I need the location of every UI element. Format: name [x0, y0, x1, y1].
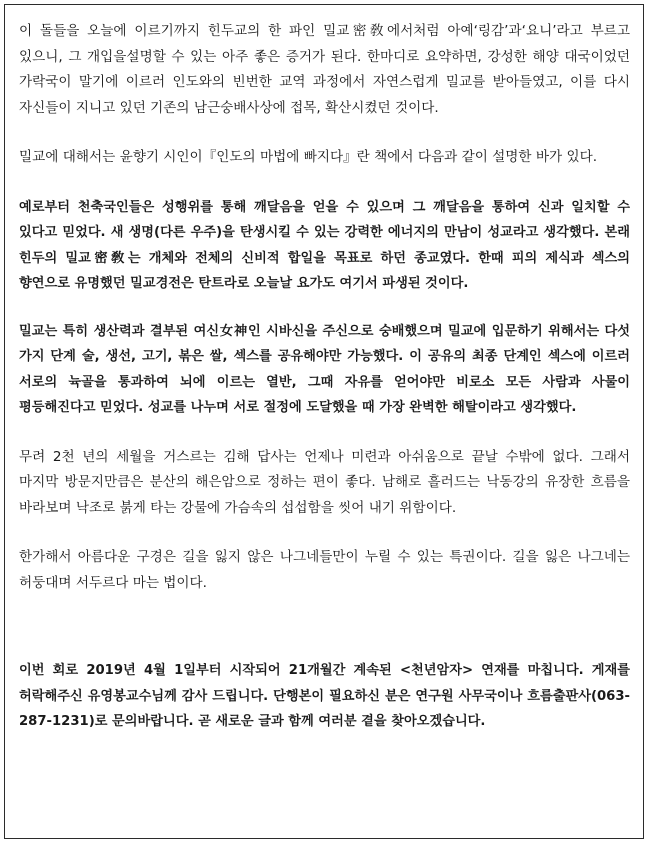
quote-paragraph-1: 예로부터 천축국인들은 성행위를 통해 깨달음을 얻을 수 있으며 그 깨달음을 통하여 신과 일치할 수 있다고 믿었다. 새 생명(다른 우주)을 탄생시킬 수 있는 강력한 에너지의 만남이 성교라고 생각했다. 본래 힌두의 밀교密敎는 개체와 전체의 신비적 합일을 목표로 하던 종교였다. 한때 피의 제식과 섹스의 향연으로 유명했던 밀교경전은 탄트라로 오늘날 요가도 여기서 파생된 것이다.: [19, 199, 630, 291]
paragraph-intro: 이 돌들을 오늘에 이르기까지 힌두교의 한 파인 밀교密敎에서처럼 아예‘링감’과‘요니’라고 부르고 있으니, 그 개입을설명할 수 있는 아주 좋은 증거가 된다. 한마디로 요약하면, 강성한 해양 대국이었던 가락국이 말기에 이르러 인도와의 빈번한 교역 과정에서 자연스럽게 밀교를 받아들였고, 이를 다시 자신들이 지니고 있던 기존의 남근숭배사상에 접목, 확산시켰던 것이다.: [19, 23, 630, 116]
article-frame: [4, 4, 644, 839]
paragraph-esoteric-intro: 밀교에 대해서는 윤향기 시인이『인도의 마법에 빠지다』란 책에서 다음과 같이 설명한 바가 있다.: [19, 149, 598, 165]
closing-notice: 이번 회로 2019년 4월 1일부터 시작되어 21개월간 계속된 <천년암자> 연재를 마칩니다. 게재를 허락해주신 유영봉교수님께 감사 드립니다. 단행본이 필요하신 분은 연구원 사무국이나 흐름출판사(063-287-1231)로 문의바랍니다. 곧 새로운 글과 함께 여러분 곁을 찾아오겠습니다.: [19, 663, 630, 729]
quote-paragraph-2: 밀교는 특히 생산력과 결부된 여신女神인 시바신을 주신으로 숭배했으며 밀교에 입문하기 위해서는 다섯 가지 단계 술, 생선, 고기, 볶은 쌀, 섹스를 공유해야만 가능했다. 이 공유의 최종 단계인 섹스에 이르러 서로의 뉵골을 통과하여 뇌에 이르는 열반, 그때 자유를 얻어야만 비로소 모든 사람과 사물이 평등해진다고 믿었다. 성교를 나누며 서로 절정에 도달했을 때 가장 완벽한 해탈이라고 생각했다.: [19, 323, 630, 415]
paragraph-gimhae: 무려 2천 년의 세월을 거스르는 김해 답사는 언제나 미련과 아쉬움으로 끝날 수밖에 없다. 그래서 마지막 방문지만큼은 분산의 해은암으로 정하는 편이 좋다. 남해로 흘러드는 낙동강의 유장한 흐름을 바라보며 낙조로 붉게 타는 강물에 가슴속의 섭섭함을 씻어 내기 위함이다.: [19, 448, 630, 516]
paragraph-travelers: 한가해서 아름다운 구경은 길을 잃지 않은 나그네들만이 누릴 수 있는 특권이다. 길을 잃은 나그네는 허둥대며 서두르다 마는 법이다.: [19, 549, 630, 591]
